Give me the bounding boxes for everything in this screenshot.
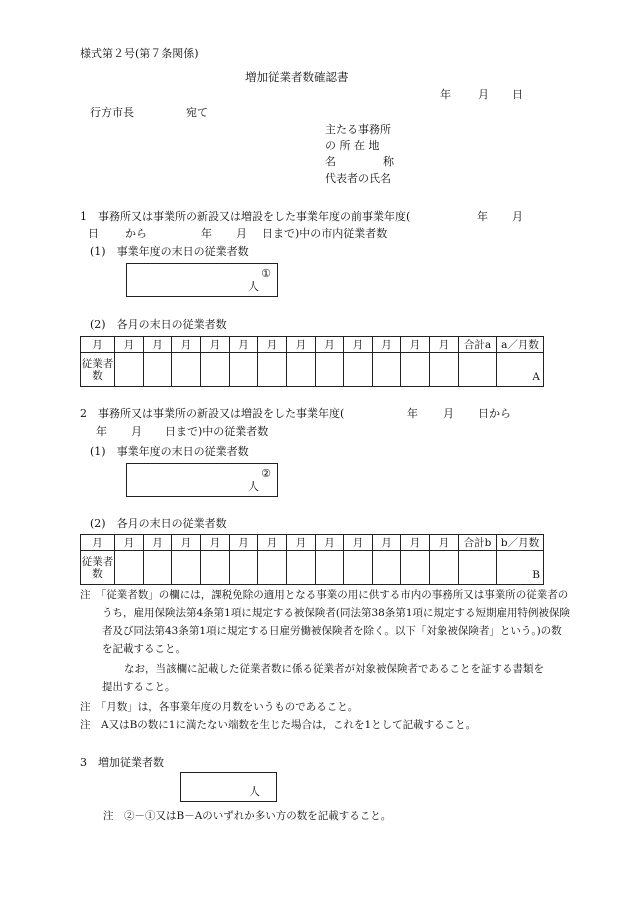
circled-number-1: ① [261, 267, 271, 280]
date-year-label: 年 [440, 88, 451, 101]
date-month-label: 月 [478, 88, 489, 101]
header-cell: 月 [373, 337, 401, 353]
count-cell[interactable] [230, 551, 258, 585]
mark-b: B [532, 569, 540, 581]
section1-month-label: 月 [512, 210, 523, 223]
header-cell: 月 [144, 337, 172, 353]
count-cell[interactable] [115, 353, 144, 387]
count-cell[interactable] [373, 353, 401, 387]
count-cell[interactable] [172, 353, 201, 387]
header-cell: 月 [230, 535, 258, 551]
count-cell[interactable] [373, 551, 401, 585]
unit-label: 人 [249, 785, 260, 798]
average-cell[interactable] [497, 353, 544, 387]
section1-sub2-label: (2) 各月の末日の従業者数 [90, 318, 227, 331]
section3-note: 注 ②－①又はB－Aのいずれか多い方の数を記載すること。 [103, 810, 392, 822]
section2-year2-label: 年 [96, 425, 107, 438]
applicant-address-label-1: 主たる事務所 [325, 123, 391, 136]
total-cell[interactable] [459, 353, 497, 387]
section1-employee-count-box[interactable] [126, 263, 278, 297]
count-cell[interactable] [344, 353, 373, 387]
note-1-prefix: 注 [80, 589, 101, 601]
header-cell: 月 [401, 535, 430, 551]
header-cell: 月 [258, 337, 287, 353]
circled-number-2: ② [261, 467, 271, 480]
section2-sub2-label: (2) 各月の末日の従業者数 [90, 517, 227, 530]
count-cell[interactable] [230, 353, 258, 387]
section1-monthly-table [80, 336, 544, 387]
date-day-label: 日 [512, 88, 523, 101]
unit-label: 人 [248, 480, 259, 493]
header-cell: 月 [344, 535, 373, 551]
increase-count-box[interactable] [180, 772, 277, 802]
addressee: 行方市長 [90, 106, 134, 119]
section1-month2-label: 月 [236, 227, 247, 240]
header-cell: 月 [430, 535, 459, 551]
section2-year-label: 年 [407, 407, 418, 420]
table-header-row [81, 337, 544, 353]
section1-year-label: 年 [477, 210, 488, 223]
header-cell: 月 [172, 535, 201, 551]
section1-from-label: から [125, 227, 147, 240]
section2-sub1-label: (1) 事業年度の末日の従業者数 [90, 445, 249, 458]
header-cell: 月 [115, 337, 144, 353]
count-cell[interactable] [287, 551, 316, 585]
header-cell: 月 [430, 337, 459, 353]
header-cell: 月 [81, 535, 115, 551]
note-1-continued: なお，当該欄に記載した従業者数に係る従業者が対象被保険者であることを証する書類を提出すること。 [102, 663, 544, 693]
count-cell[interactable] [316, 353, 344, 387]
section1-heading: 1 事務所又は事業所の新設又は増設をした事業年度の前事業年度( [80, 210, 411, 223]
count-cell[interactable] [144, 353, 172, 387]
unit-label: 人 [248, 280, 259, 293]
section1-period-tail: 日まで)中の市内従業者数 [262, 227, 388, 240]
note-1-body: 「従業者数」の欄には，課税免除の適用となる事業の用に供する市内の事務所又は事業所の従業者のうち，雇用保険法第4条第1項に規定する被保険者(同法第38条第1項に規定する短期雇用特例被保険者及び同法第43条第1項に規定する日雇労働被保険者を除く。以下「対象被保険者」という。)の数を記載すること。 [101, 589, 570, 655]
note-2: 注 「月数」は，各事業年度の月数をいうものであること。 [80, 701, 359, 713]
applicant-address-label-2: の 所 在 地 [325, 139, 380, 152]
applicant-name-label-left: 名 [325, 155, 336, 168]
header-cell-total: 合計a [459, 337, 497, 353]
document-title: 増加従業者数確認書 [245, 70, 349, 84]
header-cell: 月 [316, 535, 344, 551]
note-1 [80, 586, 572, 658]
average-cell[interactable] [497, 551, 544, 585]
header-cell: 月 [81, 337, 115, 353]
header-cell: 月 [115, 535, 144, 551]
header-cell: 月 [287, 337, 316, 353]
section1-day-label: 日 [88, 227, 99, 240]
count-cell[interactable] [344, 551, 373, 585]
section1-year2-label: 年 [201, 227, 212, 240]
count-cell[interactable] [316, 551, 344, 585]
count-cell[interactable] [401, 353, 430, 387]
form-number: 様式第２号(第７条関係) [80, 47, 199, 60]
header-cell: 月 [201, 337, 230, 353]
section2-period-tail: 日まで)中の従業者数 [165, 425, 269, 438]
count-cell[interactable] [430, 551, 459, 585]
addressee-attn: 宛て [186, 106, 208, 119]
count-cell[interactable] [172, 551, 201, 585]
header-cell: 月 [258, 535, 287, 551]
applicant-name-label-right: 称 [383, 155, 394, 168]
row-label: 従業者数 [81, 551, 115, 585]
note-3: 注 A又はBの数に1に満たない端数を生じた場合は，これを1として記載すること。 [80, 719, 477, 731]
section3-heading: 3 増加従業者数 [80, 756, 164, 769]
header-cell-average: a／月数 [497, 337, 544, 353]
count-cell[interactable] [401, 551, 430, 585]
header-cell: 月 [144, 535, 172, 551]
header-cell: 月 [287, 535, 316, 551]
table-row [81, 353, 544, 387]
count-cell[interactable] [144, 551, 172, 585]
table-row [81, 551, 544, 585]
count-cell[interactable] [258, 353, 287, 387]
row-label: 従業者数 [81, 353, 115, 387]
section2-employee-count-box[interactable] [126, 463, 278, 497]
section2-from-label: 日から [478, 407, 511, 420]
header-cell: 月 [401, 337, 430, 353]
header-cell-total: 合計b [459, 535, 497, 551]
section2-monthly-table [80, 534, 544, 585]
count-cell[interactable] [201, 551, 230, 585]
header-cell: 月 [230, 337, 258, 353]
table-header-row [81, 535, 544, 551]
representative-label: 代表者の氏名 [325, 172, 391, 185]
count-cell[interactable] [115, 551, 144, 585]
total-cell[interactable] [459, 551, 497, 585]
count-cell[interactable] [287, 353, 316, 387]
header-cell: 月 [373, 535, 401, 551]
header-cell: 月 [201, 535, 230, 551]
mark-a: A [532, 371, 540, 383]
header-cell: 月 [344, 337, 373, 353]
section2-heading: 2 事務所又は事業所の新設又は増設をした事業年度( [80, 407, 345, 420]
section1-sub1-label: (1) 事業年度の末日の従業者数 [90, 245, 249, 258]
header-cell: 月 [172, 337, 201, 353]
header-cell: 月 [316, 337, 344, 353]
section2-month-label: 月 [443, 407, 454, 420]
section2-month2-label: 月 [131, 425, 142, 438]
count-cell[interactable] [201, 353, 230, 387]
header-cell-average: b／月数 [497, 535, 544, 551]
count-cell[interactable] [430, 353, 459, 387]
count-cell[interactable] [258, 551, 287, 585]
